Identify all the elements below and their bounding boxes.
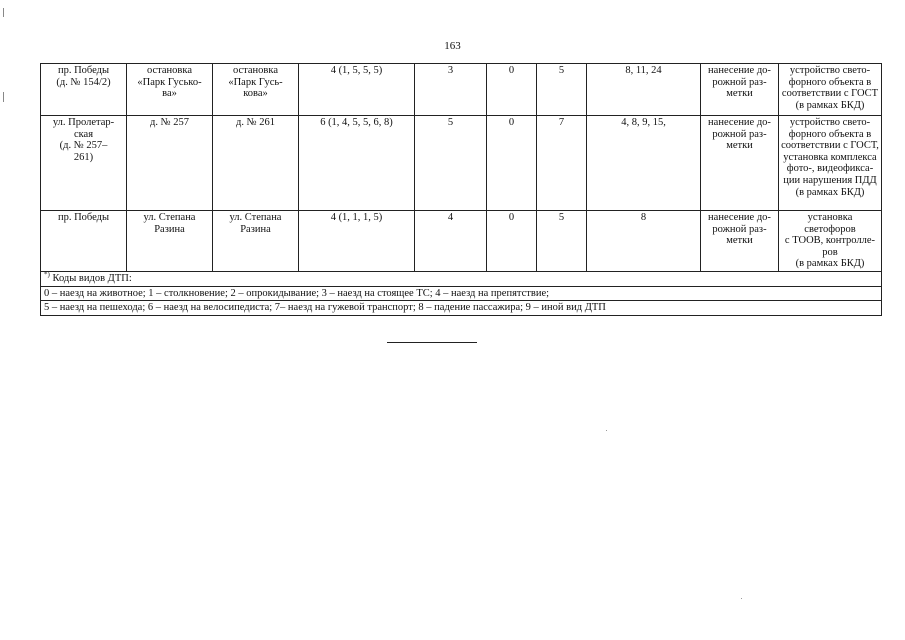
cell-value-c: 5 [537,64,587,116]
footnote-title-text: Коды видов ДТП: [49,272,132,284]
cell-section-end: ул. Степана Разина [213,211,299,272]
cell-value-b: 0 [487,211,537,272]
cell-section-end: д. № 261 [213,116,299,211]
scan-speck [741,598,742,599]
scan-edge-marks [3,4,5,104]
cell-accident-count: 4 (1, 1, 1, 5) [299,211,415,272]
accident-sites-table [40,63,882,316]
cell-section-end: остановка «Парк Гусь- кова» [213,64,299,116]
cell-measure-long: устройство свето- форного объекта в соответствии с ГОСТ, установка комплекса фото-, видеофикса- ции нарушения ПДД (в рамках БКД) [779,116,882,211]
cell-factors: 4, 8, 9, 15, [587,116,701,211]
footnote-title [41,271,882,286]
cell-value-b: 0 [487,64,537,116]
cell-measure-short: нанесение до- рожной раз- метки [701,211,779,272]
page-number: 163 [444,40,461,52]
cell-factors: 8, 11, 24 [587,64,701,116]
cell-value-b: 0 [487,116,537,211]
cell-accident-count: 6 (1, 4, 5, 5, 6, 8) [299,116,415,211]
cell-section-start: ул. Степана Разина [127,211,213,272]
footnote-line-row [41,286,882,301]
cell-factors: 8 [587,211,701,272]
cell-street: пр. Победы [41,211,127,272]
footnote-marker: *) [44,271,50,279]
cell-street: ул. Пролетар- ская (д. № 257– 261) [41,116,127,211]
cell-value-c: 5 [537,211,587,272]
table-row [41,211,882,272]
cell-measure-long: устройство свето- форного объекта в соответствии с ГОСТ (в рамках БКД) [779,64,882,116]
footnote-codes-line-1: 0 – наезд на животное; 1 – столкновение; 2 – опрокидывание; 3 – наезд на стоящее ТС; 4 – наезд на препятствие; [41,286,882,301]
table-row [41,116,882,211]
cell-section-start: остановка «Парк Гусько- ва» [127,64,213,116]
cell-measure-long: установка светофоров с ТООВ, контролле- ров (в рамках БКД) [779,211,882,272]
footnote-line-row [41,301,882,316]
cell-value-a: 4 [415,211,487,272]
cell-section-start: д. № 257 [127,116,213,211]
cell-street: пр. Победы (д. № 154/2) [41,64,127,116]
scan-speck [606,430,607,431]
footnote-title-row [41,271,882,286]
footnote-codes-line-2: 5 – наезд на пешехода; 6 – наезд на велосипедиста; 7– наезд на гужевой транспорт; 8 – падение пассажира; 9 – иной вид ДТП [41,301,882,316]
cell-measure-short: нанесение до- рожной раз- метки [701,64,779,116]
end-separator-line [387,342,477,343]
cell-measure-short: нанесение до- рожной раз- метки [701,116,779,211]
cell-value-a: 3 [415,64,487,116]
cell-accident-count: 4 (1, 5, 5, 5) [299,64,415,116]
table-row [41,64,882,116]
cell-value-c: 7 [537,116,587,211]
cell-value-a: 5 [415,116,487,211]
